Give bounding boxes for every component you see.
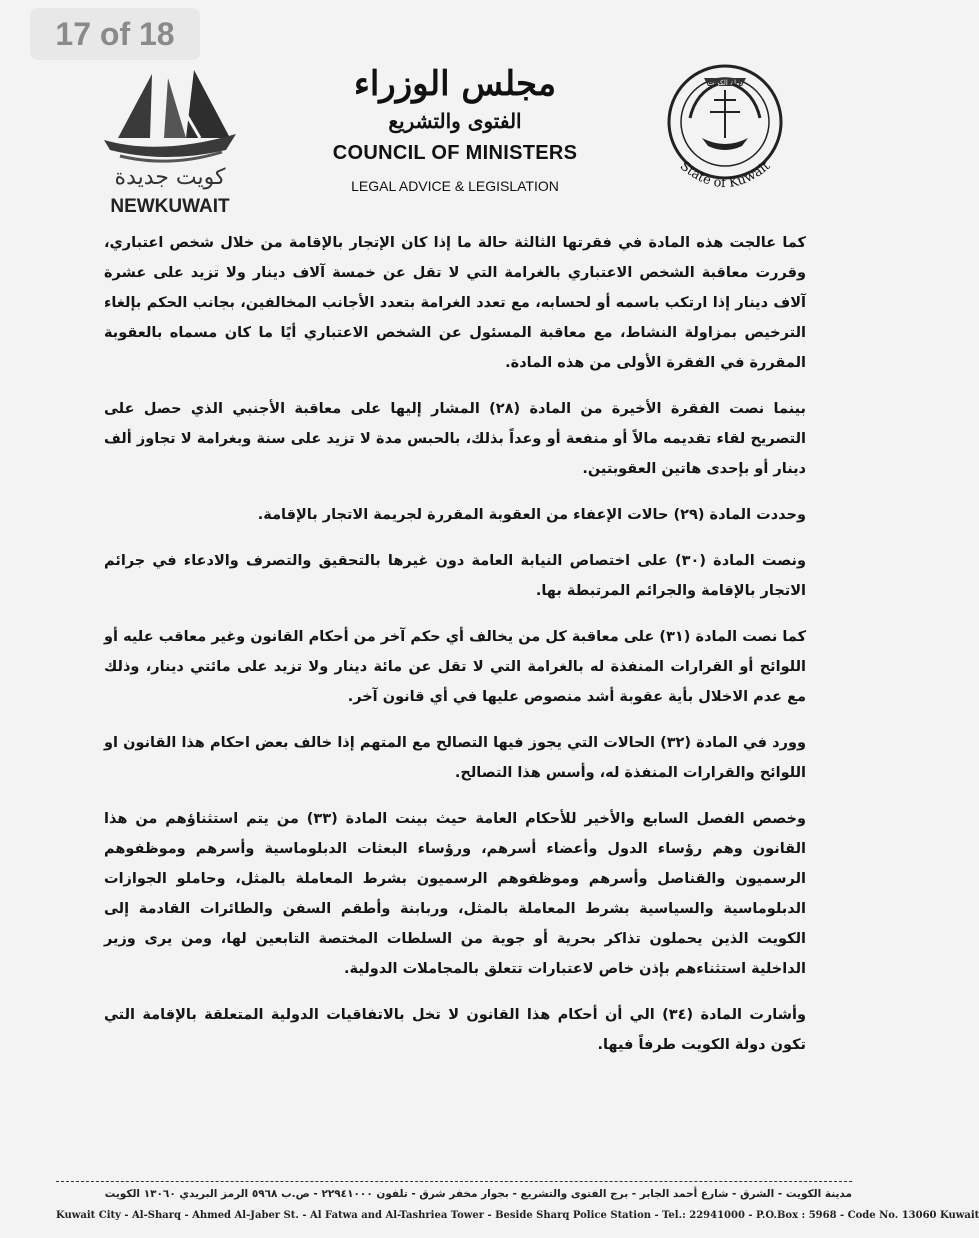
state-seal <box>660 52 790 222</box>
seal-ar-text: دولة الكويت <box>707 79 743 87</box>
letterhead <box>290 62 620 198</box>
sailboat-icon <box>90 60 250 220</box>
footer-address-ar: مدينة الكويت - الشرق - شارع أحمد الجابر - برج الفتوى والتشريع - بجوار مخفر شرق - تلفون ٢٢٩٤١٠٠٠ - ص.ب ٥٩٦٨ الرمز البريدي ١٣٠٦٠ الكويت <box>104 1188 852 1200</box>
seal-en-text: State of Kuwait <box>676 158 774 192</box>
paragraph: وخصص الفصل السابع والأخير للأحكام العامة حيث بينت المادة (٣٣) من يتم استثناؤهم من هذا القانون وهم رؤساء الدول وأعضاء أسرهم، ورؤساء البعثات الدبلوماسية وأسرهم وموظفوهم الرسميون والقناصل وأسرهم وموظفوهم الرسميون بشرط المعاملة بالمثل، وحاملو الجوازات الدبلوماسية والسياسية بشرط المعاملة بالمثل، وربابنة وأطقم السفن والطائرات القادمة إلى الكويت الذين يحملون تذاكر بحرية أو جوية من السلطات المختصة التابعين لها، ومن يرى وزير الداخلية استثناءهم بإذن خاص لاعتبارات تتعلق بالمجاملات الدولية. <box>104 811 806 977</box>
paragraph: بينما نصت الفقرة الأخيرة من المادة (٢٨) المشار إليها على معاقبة الأجنبي الذي حصل على التصريح لقاء تقديمه مالاً أو منفعة أو وعداً بذلك، بالحبس مدة لا تزيد على سنة وبغرامة لا تجاوز ألف دينار أو بإحدى هاتين العقوبتين. <box>104 401 806 477</box>
header-en-subtitle: LEGAL ADVICE & LEGISLATION <box>351 178 559 194</box>
footer-address-en: Kuwait City - Al-Sharq - Ahmed Al-Jaber St. - Al Fatwa and Al-Tashriea Tower - Beside Sharq Police Station - Tel.: 22941000 - P.O.Box : 5968 - Code No. 13060 Kuwait <box>56 1210 979 1221</box>
page-indicator: 17 of 18 <box>30 8 200 60</box>
footer-divider <box>56 1181 852 1182</box>
paragraph: كما نصت المادة (٣١) على معاقبة كل من يخالف أي حكم آخر من أحكام القانون وغير معاقب عليه أو اللوائح أو القرارات المنفذة له بالغرامة التي لا تقل عن مائة دينار ولا تزيد على مائتي دينار، وذلك مع عدم الاخلال بأية عقوبة أشد منصوص عليها في أي قانون آخر. <box>104 629 806 705</box>
paragraph: كما عالجت هذه المادة في فقرتها الثالثة حالة ما إذا كان الإتجار بالإقامة من خلال شخص اعتباري، وقررت معاقبة الشخص الاعتباري بالغرامة التي لا تقل عن خمسة آلاف دينار ولا تزيد على عشرة آلاف دينار إذا ارتكب باسمه أو لحسابه، مع تعدد الغرامة بتعدد الأجانب المخالفين، بجانب الحكم بإلغاء الترخيص بمزاولة النشاط، مع معاقبة المسئول عن الشخص الاعتباري أيًا ما كان مسماه بالعقوبة المقررة في الفقرة الأولى من هذه المادة. <box>104 235 806 371</box>
document-body <box>104 228 806 1076</box>
logo-left-en-text: NEWKUWAIT <box>110 196 230 217</box>
kuwait-emblem-icon <box>660 52 790 222</box>
header-ar-title: مجلس الوزراء <box>353 64 557 104</box>
paragraph: وأشارت المادة (٣٤) الي أن أحكام هذا القانون لا تخل بالاتفاقيات الدولية المتعلقة بالإقامة التي تكون دولة الكويت طرفاً فيها. <box>104 1007 806 1053</box>
paragraph: ونصت المادة (٣٠) على اختصاص النيابة العامة دون غيرها بالتحقيق والتصرف والادعاء في جرائم الاتجار بالإقامة والجرائم المرتبطة بها. <box>104 553 806 599</box>
header-en-title: COUNCIL OF MINISTERS <box>332 142 578 164</box>
header-ar-subtitle: الفتوى والتشريع <box>388 109 522 133</box>
logo-left-ar-text: كويت جديدة <box>114 165 226 190</box>
new-kuwait-logo <box>90 60 250 220</box>
paragraph: وحددت المادة (٢٩) حالات الإعفاء من العقوبة المقررة لجريمة الاتجار بالإقامة. <box>257 507 806 523</box>
paragraph: وورد في المادة (٣٢) الحالات التي يجوز فيها التصالح مع المتهم إذا خالف بعض احكام هذا القانون او اللوائح والقرارات المنفذة له، وأسس هذا التصالح. <box>104 735 806 781</box>
